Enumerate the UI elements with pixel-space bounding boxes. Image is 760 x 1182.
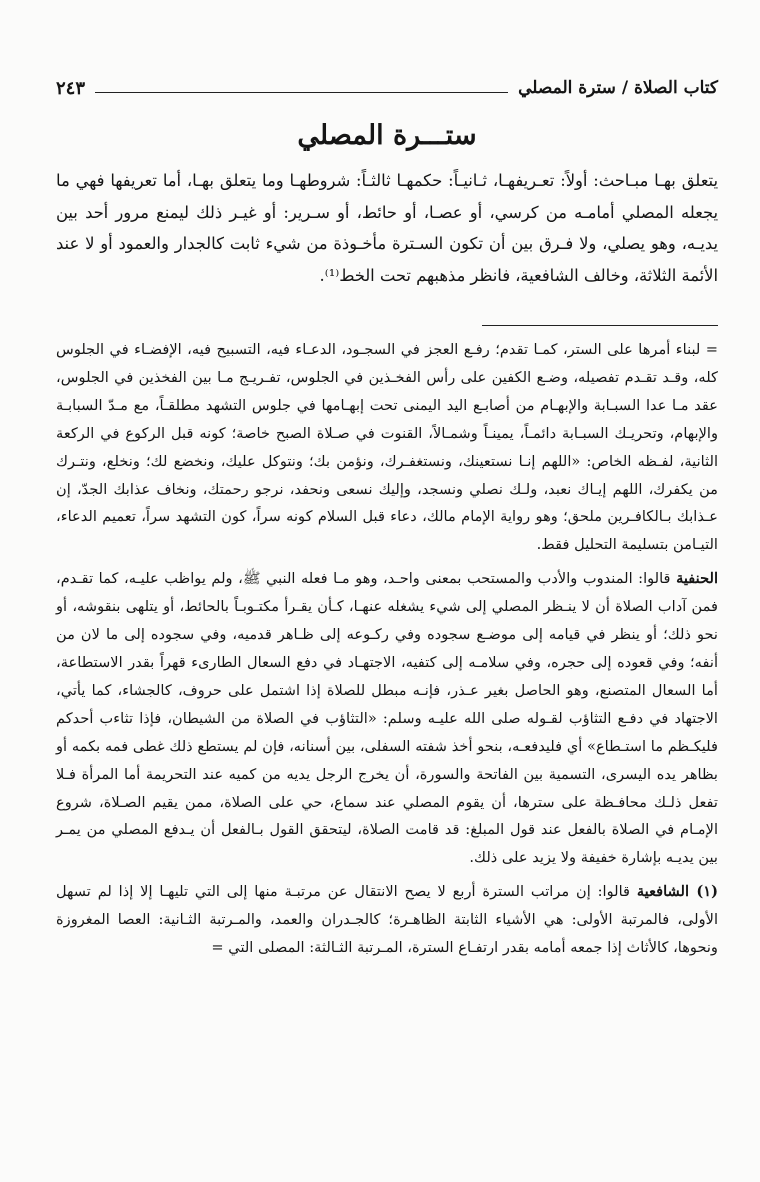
chapter-title: ستـــرة المصلي xyxy=(297,120,477,151)
page-number: ٢٤٣ xyxy=(56,77,86,99)
running-header xyxy=(56,74,718,102)
hanafi-text: قالوا: المندوب والأدب والمستحب بمعنى واحـد، وهو مـا فعله النبي ﷺ، ولم يواظب عليـه، كما تقـدم، فمن آداب الصلاة أن لا ينـظر المصلي إلى شيء يشغله عنهـا، كـأن يقـرأ مكتـوبـاً بالحائط، أو يتلهى بنقوشه، أو نحو ذلك؛ أو ينظر في قيامه إلى موضـع سجوده وفي ركـوعه إلى ظـاهر قدميه، وفي سجوده إلى ما لان من أنفه؛ وفي قعوده إلى حجره، وفي سلامـه إلى كتفيه، الاجتهـاد في دفع السعال الطارىء قهراً بقدر الاستطاعة، أما السعال المتصنع، وهو الحاصل بغير عـذر، فإنـه مبطل للصلاة إذا اشتمل على حروف، كالجشاء، كما يأتي، الاجتهاد في دفـع التثاؤب لقـوله صلى الله عليـه وسلم: «التثاؤب في الصلاة من الشيطان، فإذا تثاءب أحدكم فليكـظم ما استـطاع» أي فليدفعـه، بنحو أخذ شفته السفلى، بين أسنانه، فإن لم يستطع ذلك غطى فمه بكمه أو بظاهر يده اليسرى، التسمية بين الفاتحة والسورة، أن يخرج الرجل يديه من كميه عند التحريمة أما المرأة فـلا تفعل ذلـك محافـظة على سترها، أن يقوم المصلي عند سماع، حي على الصلاة، ممن يقيم الصـلاة، شروع الإمـام في الصلاة بالفعل عند قول المبلغ: قد قامت الصلاة، ليتحقق القول بـالفعل أن يـدفع المصلي من يمـر بين يديـه بإشارة خفيفة ولا يزيد على ذلك. xyxy=(56,570,718,867)
hanafi-label: الحنفية xyxy=(676,570,718,588)
footnote-hanafi xyxy=(56,565,718,872)
footnotes xyxy=(56,336,718,962)
footnote-shafii xyxy=(56,878,718,962)
running-header-title: كتاب الصلاة / سترة المصلي xyxy=(518,78,718,98)
footnote-continuation: = لبناء أمرها على الستر، كمـا تقدم؛ رفـع العجز في السجـود، الدعـاء فيه، التسبيح فيه، الإفضـاء في الجلوس كله، وقـد تقـدم تفصيله، وضـع الكفين على رأس الفخـذين في الجلوس، تفـريـج مـا بين الفخذين في الجلوس، عقد مـا عدا السبـابة والإبهـام من أصابـع اليد اليمنى تحت إبهـامها في جلوس التشهد مطلقـاً، مع مـدّ السبابـة والإبهام، وتحريـك السبـابة دائمـاً، يمينـاً وشمـالاً، القنوت في صـلاة الصبح خاصة؛ كونه قبل الركوع في الركعة الثانية، لفـظه الخاص: «اللهم إنـا نستعينك، ونستغفـرك، ونؤمن بك؛ ونتوكل عليك، ونخضع لك؛ ونخلع، ونتـرك من يكفرك، اللهم إيـاك نعبد، ولـك نصلي ونسجد، وإليك نسعى ونحفد، نرجو رحمتك، ونخاف عذابك الجدّ، إن عـذابك بـالكافـرين ملحق؛ وهو رواية الإمام مالك، دعاء قبل السلام كونه سراً، كون التشهد سراً، تعميم الدعاء، التيـامن بتسليمة التحليل فقط. xyxy=(56,341,718,554)
header-rule xyxy=(95,92,508,93)
shafii-label: الشافعية xyxy=(636,883,690,901)
footnote-separator xyxy=(482,325,718,326)
footnote-number: (١) xyxy=(689,883,718,901)
main-paragraph: يتعلق بهـا مبـاحث: أولاً: تعـريفهـا، ثـانيـاً: حكمهـا ثالثـاً: شروطهـا وما يتعلق بهـا، أما تعريفها فهي ما يجعله المصلي أمامـه من كرسي، أو عصـا، أو حائط، أو سـرير: أو غيـر ذلك ليمنع مرور أحد بين يديـه، وهو يصلي، ولا فـرق بين أن تكون السـترة مأخـوذة من شيء ثابت كالجدار والعمود أو لا عند الأئمة الثلاثة، وخالف الشافعية، فانظر مذهبهم تحت الخط⁽¹⁾. xyxy=(56,171,718,285)
shafii-text: قالوا: إن مراتب السترة أربع لا يصح الانتقال عن مرتبـة منها إلى التي تليهـا إلا إذا لم تسهل الأولى، فالمرتبة الأولى: هي الأشياء الثابتة الظاهـرة؛ كالجـدران والعمد، والمـرتبة الثـانية: العصا المغروزة ونحوها، كالأثاث إذا جمعه أمامه بقدر ارتفـاع السترة، المـرتبة الثـالثة: المصلى التي = xyxy=(56,883,718,957)
